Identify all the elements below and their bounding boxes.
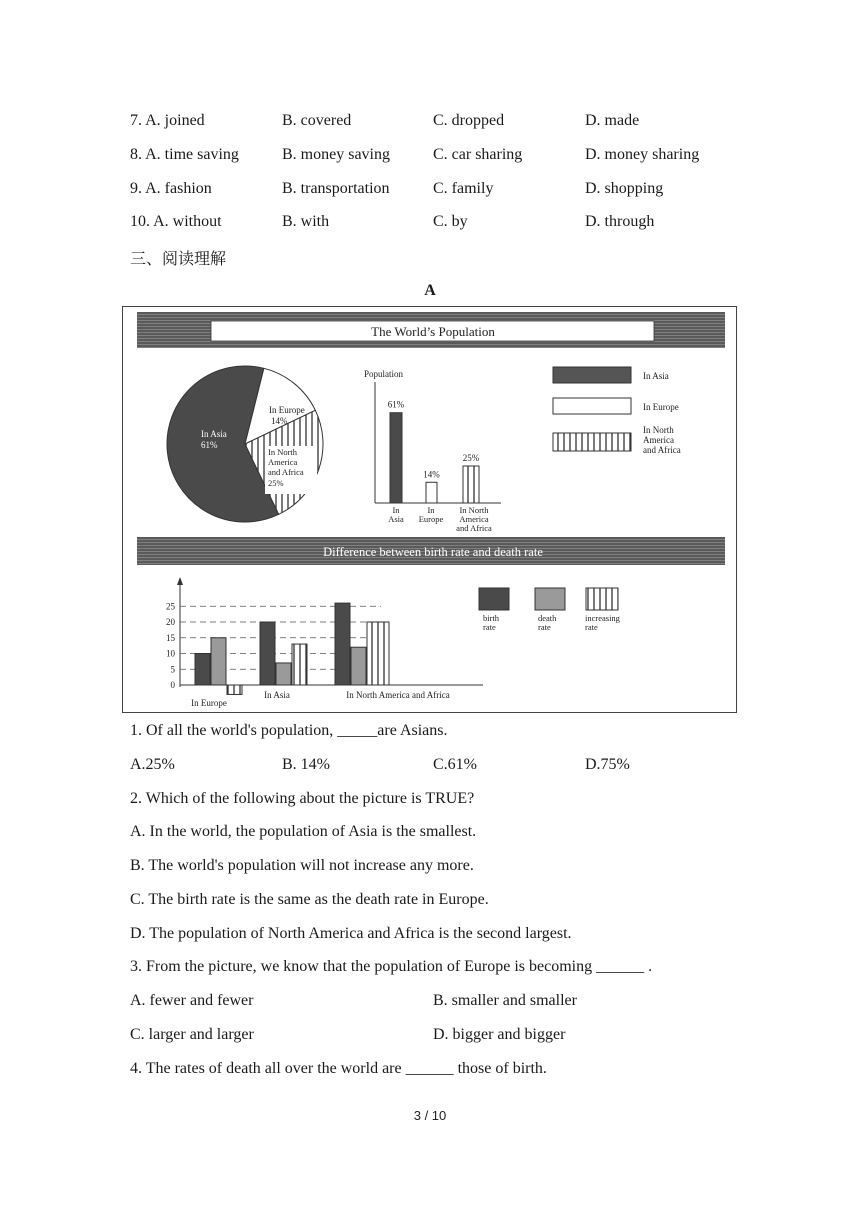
pie-label-asia: In Asia xyxy=(201,429,227,439)
option-c: C. dropped xyxy=(433,112,505,129)
rate-bar-2-1 xyxy=(351,647,366,685)
legend-birth-swatch xyxy=(479,588,509,610)
rate-ytick-label: 25 xyxy=(166,601,175,612)
rate-bar-0-0 xyxy=(195,654,210,686)
pop-cat-na-2: America xyxy=(459,514,489,524)
option-d: D. made xyxy=(585,112,640,129)
pie-label-na-1: In North xyxy=(268,447,298,457)
legend-asia-swatch xyxy=(553,367,631,383)
legend-na-label-3: and Africa xyxy=(643,445,681,455)
option-d: D. money sharing xyxy=(585,146,700,163)
pop-cat-na-1: In North xyxy=(459,505,489,515)
legend-na-label-2: America xyxy=(643,435,674,445)
pop-bars xyxy=(388,400,480,503)
legend-birth-l1: birth xyxy=(483,613,500,623)
q3-stem: 3. From the picture, we know that the population of Europe is becoming ______ . xyxy=(130,958,653,975)
rate-ytick-label: 20 xyxy=(166,617,175,627)
pop-cat-europe-2: Europe xyxy=(418,514,444,524)
option-c: C. car sharing xyxy=(433,146,523,163)
q3-option-d: D. bigger and bigger xyxy=(433,1026,566,1043)
q3-option-b: B. smaller and smaller xyxy=(433,992,577,1009)
legend-europe-label: In Europe xyxy=(643,402,679,412)
pie-chart xyxy=(167,366,323,522)
pop-cat-asia-1: In xyxy=(392,505,400,515)
pie-label-na-2: America xyxy=(268,457,298,467)
q1-option-b: B. 14% xyxy=(282,756,330,773)
rate-bar-1-2 xyxy=(292,644,307,685)
q3-option-c: C. larger and larger xyxy=(130,1026,254,1043)
pop-bar-0 xyxy=(390,413,402,503)
option-a: 10. A. without xyxy=(130,213,222,230)
legend-death-l1: death xyxy=(538,613,557,623)
rate-tick-labels xyxy=(166,601,176,690)
rate-bar-0-1 xyxy=(211,638,226,685)
option-d: D. through xyxy=(585,213,655,230)
pie-label-europe: In Europe xyxy=(269,405,305,415)
option-b: B. transportation xyxy=(282,180,390,197)
pop-bar-label-2: 25% xyxy=(462,453,480,463)
rate-bar-1-1 xyxy=(276,663,291,685)
q2-option-a: A. In the world, the population of Asia is the smallest. xyxy=(130,823,477,840)
rate-bar-2-0 xyxy=(335,603,350,685)
option-b: B. with xyxy=(282,213,330,230)
rate-ytick-label: 10 xyxy=(166,648,175,659)
population-figure xyxy=(122,306,737,713)
rate-cat-na: In North America and Africa xyxy=(346,690,450,700)
q1-option-a: A.25% xyxy=(130,756,175,773)
legend-death-l2: rate xyxy=(538,622,551,632)
q1-options xyxy=(130,756,750,780)
q1-stem: 1. Of all the world's population, _____are Asians. xyxy=(130,722,448,739)
rate-bars xyxy=(195,603,389,694)
legend-increase-l1: increasing xyxy=(585,613,620,623)
q4-stem: 4. The rates of death all over the world are ______ those of birth. xyxy=(130,1060,547,1077)
pie-pct-asia: 61% xyxy=(201,440,218,450)
pop-bar-2 xyxy=(463,466,479,503)
rate-bar-2-2 xyxy=(367,622,389,685)
legend-na-swatch xyxy=(553,433,631,451)
pop-ylabel: Population xyxy=(364,369,404,379)
legend-europe-swatch xyxy=(553,398,631,414)
rate-y-arrow xyxy=(177,577,183,585)
option-a: 9. A. fashion xyxy=(130,180,212,197)
pie-label-na-3: and Africa xyxy=(268,467,304,477)
section-title: 三、阅读理解 xyxy=(130,249,227,268)
pie-pct-europe: 14% xyxy=(271,416,288,426)
figure-svg xyxy=(123,307,736,712)
legend-na-label-1: In North xyxy=(643,425,674,435)
q1-option-d: D.75% xyxy=(585,756,630,773)
pop-cat-europe-1: In xyxy=(427,505,435,515)
option-b: B. money saving xyxy=(282,146,390,163)
rate-ytick-label: 15 xyxy=(166,632,175,643)
option-c: C. by xyxy=(433,213,468,230)
legend-asia-label: In Asia xyxy=(643,371,669,381)
options-row-9 xyxy=(130,180,750,204)
rate-cat-asia: In Asia xyxy=(264,690,290,700)
figure-title: The World’s Population xyxy=(371,324,495,339)
figure-subtitle: Difference between birth rate and death rate xyxy=(323,545,543,559)
pop-cat-na-3: and Africa xyxy=(456,523,492,533)
page-number: 3 / 10 xyxy=(413,1108,447,1123)
pie-pct-na: 25% xyxy=(268,478,284,488)
rate-cat-europe: In Europe xyxy=(191,698,227,708)
legend-birth-l2: rate xyxy=(483,622,496,632)
q2-stem: 2. Which of the following about the picture is TRUE? xyxy=(130,790,475,807)
q3-option-a: A. fewer and fewer xyxy=(130,992,254,1009)
rate-ytick-label: 0 xyxy=(170,680,175,690)
legend-death-swatch xyxy=(535,588,565,610)
pop-cat-asia-2: Asia xyxy=(388,514,404,524)
legend-increase-swatch xyxy=(586,588,618,610)
q3-options-row-2 xyxy=(130,1026,750,1050)
legend-increase-l2: rate xyxy=(585,622,598,632)
rate-ytick-label: 5 xyxy=(170,664,175,675)
option-a: 7. A. joined xyxy=(130,112,205,129)
options-row-8 xyxy=(130,146,750,170)
q2-option-d: D. The population of North America and Africa is the second largest. xyxy=(130,925,572,942)
option-d: D. shopping xyxy=(585,180,664,197)
pop-bar-label-0: 61% xyxy=(387,399,405,410)
option-a: 8. A. time saving xyxy=(130,146,239,163)
q1-option-c: C.61% xyxy=(433,756,477,773)
pop-bar-label-1: 14% xyxy=(423,469,440,480)
options-row-10 xyxy=(130,213,750,237)
pop-bar-1 xyxy=(426,482,437,503)
passage-label: A xyxy=(424,282,436,299)
rate-bar-0-2 xyxy=(227,685,242,694)
rate-bar-1-0 xyxy=(260,622,275,685)
option-c: C. family xyxy=(433,180,494,197)
options-row-7 xyxy=(130,112,750,136)
q3-options-row-1 xyxy=(130,992,750,1016)
q2-option-c: C. The birth rate is the same as the death rate in Europe. xyxy=(130,891,489,908)
q2-option-b: B. The world's population will not increase any more. xyxy=(130,857,474,874)
option-b: B. covered xyxy=(282,112,352,129)
